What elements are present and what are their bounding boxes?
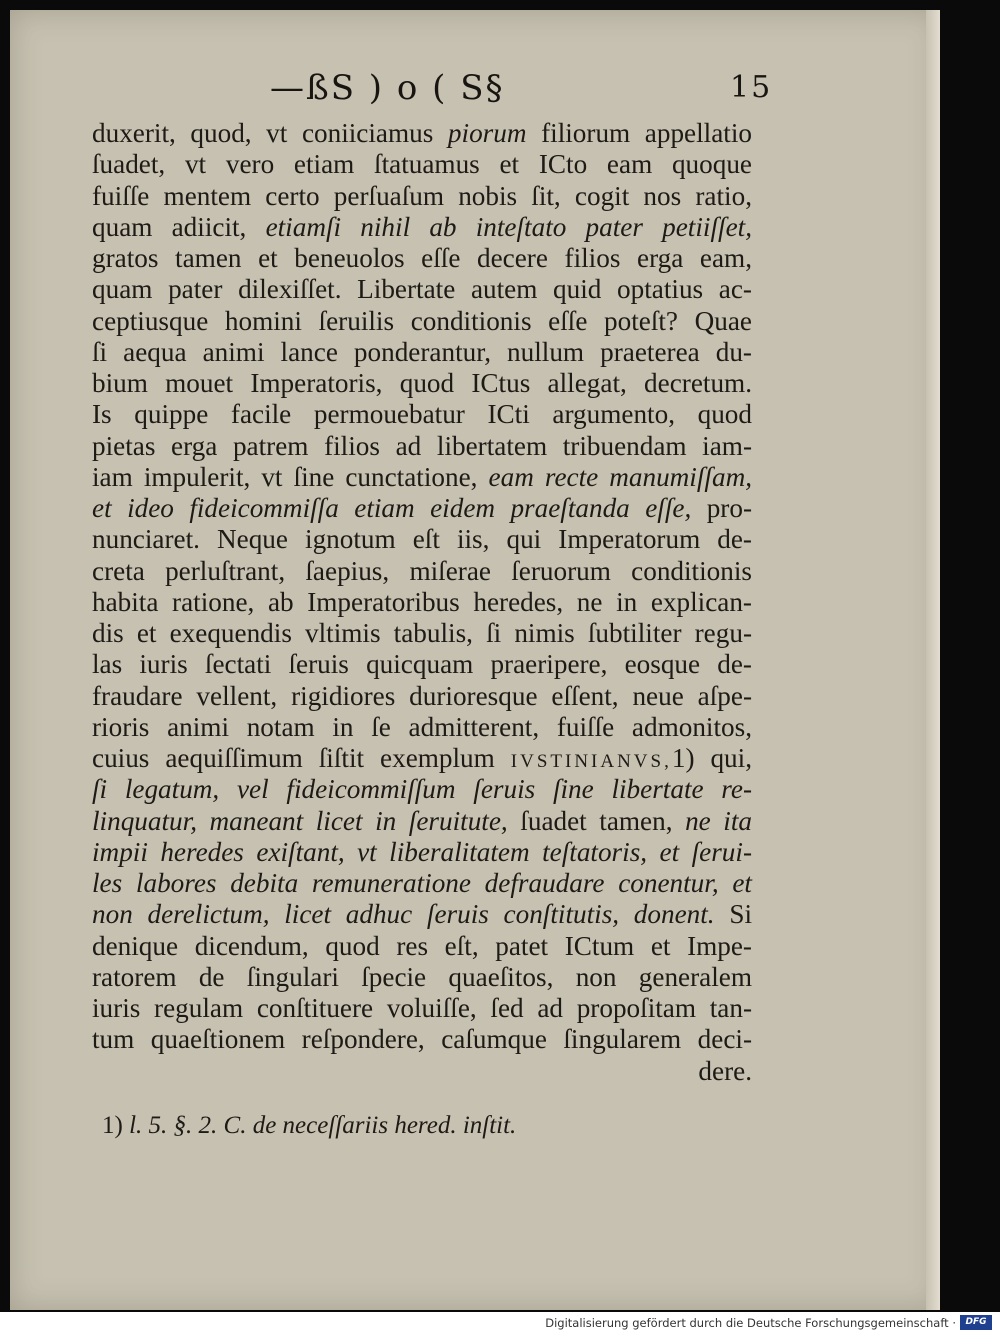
text-segment: gratos tamen et beneuolos eſſe decere filios erga eam,: [92, 243, 752, 273]
text-line: [92, 399, 752, 430]
text-line: [92, 899, 752, 930]
text-segment: fraudare vellent, rigidiores durioresque eſſent, neue aſpe-: [92, 680, 752, 711]
text-line: [92, 337, 752, 368]
credit-bar: [0, 1312, 1000, 1334]
italic-segment: non derelictum, licet adhuc ſeruis conſtitutis, donent.: [92, 899, 715, 930]
text-segment: cuius aequiſſimum ſiſtit exemplum: [92, 743, 511, 773]
smallcaps-segment: IVSTINIANVS,: [510, 751, 672, 772]
text-segment: filiorum appellatio: [526, 118, 752, 148]
text-segment: pro-: [691, 493, 753, 523]
italic-segment: impii heredes exiſtant, vt liberalitatem teſtatoris, et ſerui-: [92, 836, 752, 867]
text-segment: ſuadet tamen,: [507, 805, 686, 836]
text-line: [92, 587, 752, 618]
text-line: [92, 993, 752, 1024]
text-line: [92, 118, 752, 149]
italic-segment: etiamſi nihil ab inteſtato pater petiiſſet,: [265, 211, 752, 242]
italic-segment: ne ita: [685, 805, 753, 836]
text-line: [92, 368, 752, 399]
text-line: [92, 274, 752, 305]
credit-text: Digitalisierung gefördert durch die Deutsche Forschungsgemeinschaft ·: [545, 1316, 956, 1330]
text-line: [92, 931, 752, 962]
italic-segment: les labores debita remuneratione defraudare conentur, et: [92, 868, 752, 898]
text-segment: rioris animi notam in ſe admitterent, fuiſſe admonitos,: [92, 711, 752, 742]
text-line: [92, 181, 752, 212]
text-line: [92, 462, 752, 493]
page-number: 15: [730, 70, 773, 105]
text-segment: Is quippe facile permouebatur ICti argumento, quod: [92, 399, 752, 430]
text-segment: creta perluſtrant, ſaepius, miſerae ſeruorum conditionis: [92, 555, 752, 586]
text-segment: dere.: [698, 1055, 752, 1086]
text-segment: nunciaret. Neque ignotum eſt iis, qui Imperatorum de-: [92, 524, 752, 555]
text-segment: ceptiusque homini ſeruilis conditionis eſſe poteſt? Quae: [92, 305, 752, 336]
text-line: [92, 712, 752, 743]
dfg-logo: DFG: [960, 1315, 992, 1330]
italic-segment: eam recte manumiſſam,: [488, 461, 752, 492]
text-line: [92, 212, 752, 243]
text-segment: iuris regulam conſtituere voluiſſe, ſed ad propoſitam tan-: [92, 993, 752, 1023]
text-line: [92, 431, 752, 462]
text-segment: Si: [714, 899, 752, 930]
italic-segment: piorum: [447, 118, 527, 148]
text-segment: quam pater dilexiſſet. Libertate autem quid optatius ac-: [92, 274, 752, 305]
text-line: [92, 524, 752, 555]
text-line: [92, 618, 752, 649]
text-line: [92, 243, 752, 274]
footnote: [102, 1112, 602, 1140]
text-segment: quam adiicit,: [92, 211, 266, 242]
text-segment: fuiſſe mentem certo perſuaſum nobis ſit, cogit nos ratio,: [92, 180, 752, 211]
text-line: [92, 306, 752, 337]
text-line: [92, 1056, 752, 1087]
page-edge: [926, 10, 940, 1310]
text-line: [92, 556, 752, 587]
running-header: [270, 68, 773, 118]
text-segment: habita ratione, ab Imperatoribus heredes, ne in explican-: [92, 586, 752, 617]
text-line: [92, 649, 752, 680]
italic-segment: linquatur, maneant licet in ſeruitute,: [92, 805, 508, 836]
text-segment: bium mouet Imperatoris, quod ICtus allegat, decretum.: [92, 368, 752, 398]
text-segment: las iuris ſectati ſeruis quicquam praeripere, eosque de-: [92, 649, 752, 680]
text-segment: 1) qui,: [671, 743, 752, 773]
text-segment: tum quaeſtionem reſpondere, caſumque ſingularem deci-: [92, 1024, 752, 1055]
footnote-text: l. 5. §. 2. C. de neceſſariis hered. inſtit.: [129, 1112, 517, 1139]
text-line: [92, 837, 752, 868]
header-ornament: —ßS ) o ( S§: [270, 68, 505, 108]
text-line: [92, 774, 752, 805]
italic-segment: ſi legatum, vel fideicommiſſum ſeruis ſine libertate re-: [92, 774, 752, 805]
text-segment: iam impulerit, vt ſine cunctatione,: [92, 461, 489, 492]
text-line: [92, 962, 752, 993]
text-line: [92, 149, 752, 180]
text-segment: ſi aequa animi lance ponderantur, nullum praeterea du-: [92, 336, 752, 367]
text-line: [92, 681, 752, 712]
text-line: [92, 493, 752, 524]
italic-segment: et ideo fideicommiſſa etiam eidem praeſtanda eſſe,: [92, 493, 692, 523]
text-line: [92, 743, 752, 774]
text-line: [92, 1024, 752, 1055]
text-segment: dis et exequendis vltimis tabulis, ſi nimis ſubtiliter regu-: [92, 618, 752, 648]
body-text: [92, 118, 752, 1087]
text-segment: ſuadet, vt vero etiam ſtatuamus et ICto eam quoque: [92, 149, 752, 180]
text-segment: duxerit, quod, vt coniiciamus: [92, 118, 448, 148]
footnote-marker: 1): [102, 1112, 123, 1139]
text-line: [92, 806, 752, 837]
text-line: [92, 868, 752, 899]
text-segment: denique dicendum, quod res eſt, patet ICtum et Impe-: [92, 930, 752, 961]
text-segment: ratorem de ſingulari ſpecie quaeſitos, non generalem: [92, 961, 752, 992]
text-segment: pietas erga patrem filios ad libertatem tribuendam iam-: [92, 430, 752, 461]
